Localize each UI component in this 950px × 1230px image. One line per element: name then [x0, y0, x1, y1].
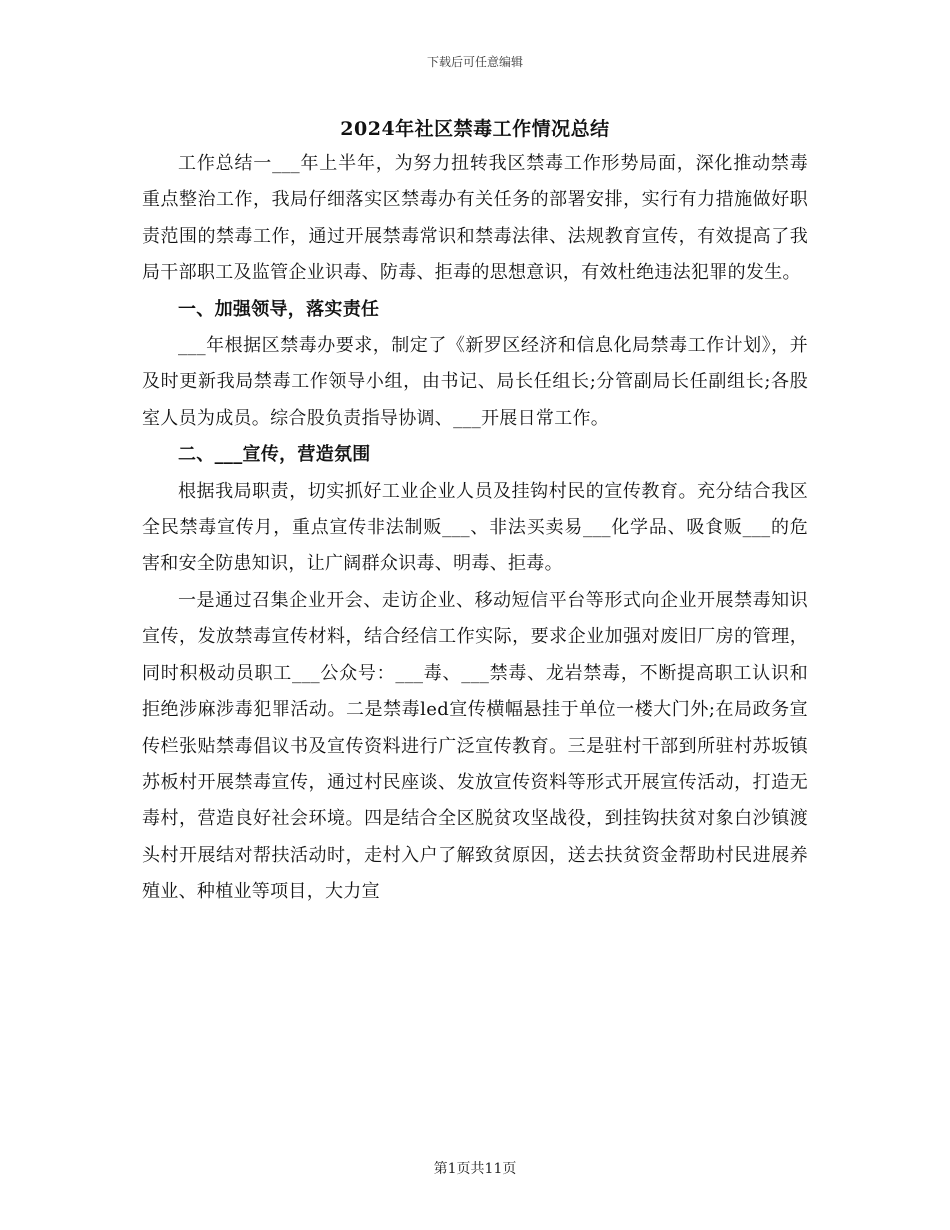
section-heading-publicity: 二、___宣传，营造氛围	[178, 444, 371, 466]
document-title: 2024年社区禁毒工作情况总结	[340, 118, 610, 140]
paragraph-publicity: 根据我局职责，切实抓好工业企业人员及挂钩村民的宣传教育。充分结合我区全民禁毒宣传月，重点宣传非法制贩___、非法买卖易___化学品、吸食贩___的危害和安全防患知识，让广阔群众识毒、明毒、拒毒。	[142, 480, 808, 575]
page-number: 第1页共11页	[433, 1161, 517, 1177]
paragraph-measures: 一是通过召集企业开会、走访企业、移动短信平台等形式向企业开展禁毒知识宣传，发放禁毒宣传材料，结合经信工作实际，要求企业加强对废旧厂房的管理，同时积极动员职工___公众号：___毒、___禁毒、龙岩禁毒，不断提高职工认识和拒绝涉麻涉毒犯罪活动。二是禁毒led宣传横幅悬挂于单位一楼大门外;在局政务宣传栏张贴禁毒倡议书及宣传资料进行广泛宣传教育。三是驻村干部到所驻村苏坂镇苏板村开展禁毒宣传，通过村民座谈、发放宣传资料等形式开展宣传活动，打造无毒村，营造良好社会环境。四是结合全区脱贫攻坚战役，到挂钩扶贫对象白沙镇渡头村开展结对帮扶活动时，走村入户了解致贫原因，送去扶贫资金帮助村民进展养殖业、种植业等项目，大力宣	[142, 589, 808, 903]
paragraph-leadership: ___年根据区禁毒办要求，制定了《新罗区经济和信息化局禁毒工作计划》，并及时更新我局禁毒工作领导小组，由书记、局长任组长;分管副局长任副组长;各股室人员为成员。综合股负责指导协调、___开展日常工作。	[142, 335, 808, 429]
download-note: 下载后可任意编辑	[426, 55, 523, 69]
section-heading-leadership: 一、加强领导，落实责任	[178, 298, 380, 320]
paragraph-intro: 工作总结一___年上半年，为努力扭转我区禁毒工作形势局面，深化推动禁毒重点整治工作，我局仔细落实区禁毒办有关任务的部署安排，实行有力措施做好职责范围的禁毒工作，通过开展禁毒常识和禁毒法律、法规教育宣传，有效提高了我局干部职工及监管企业识毒、防毒、拒毒的思想意识，有效杜绝违法犯罪的发生。	[142, 153, 808, 284]
document-body	[142, 146, 808, 911]
